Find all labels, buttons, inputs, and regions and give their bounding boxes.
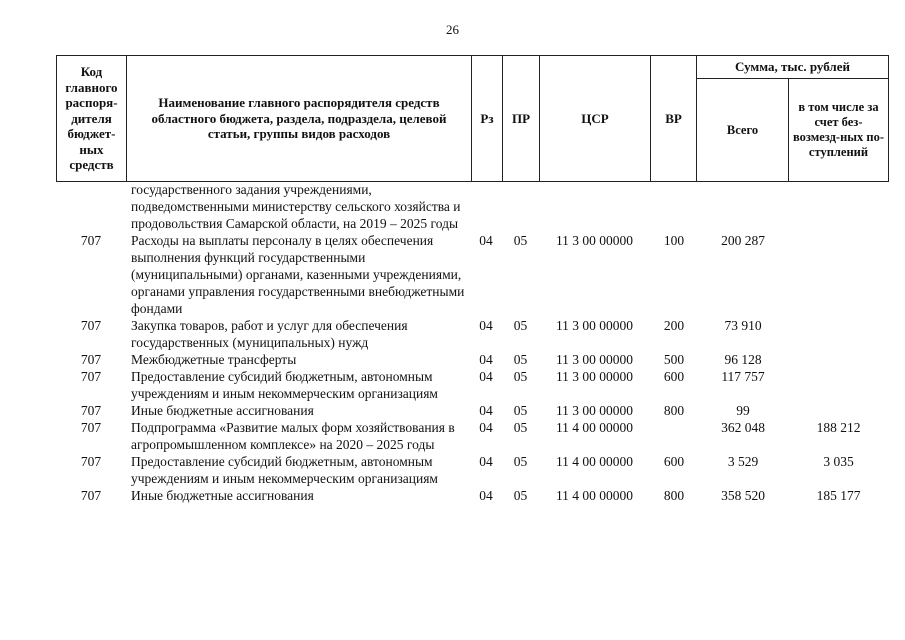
- page-number: 26: [446, 22, 459, 37]
- row-pr: 05: [513, 488, 528, 503]
- row-name: Закупка товаров, работ и услуг для обеспечения государственных (муниципальных) нужд: [131, 318, 408, 350]
- row-code: 707: [80, 454, 102, 469]
- header-pr: ПР: [503, 56, 540, 182]
- row-name: Предоставление субсидий бюджетным, автономным учреждениям и иным некоммерческим организациям: [131, 369, 438, 401]
- row-pr: 05: [513, 403, 528, 418]
- row-csr: 11 3 00 00000: [555, 233, 634, 248]
- row-csr: 11 4 00 00000: [555, 420, 634, 435]
- row-vr: 200: [663, 318, 685, 333]
- row-total: 200 287: [721, 233, 765, 248]
- table-row: [56, 419, 888, 453]
- row-rz: 04: [479, 454, 493, 469]
- table-row: [56, 351, 888, 368]
- row-csr: 11 3 00 00000: [555, 403, 634, 418]
- row-rz: 04: [479, 318, 493, 333]
- row-name: Подпрограмма «Развитие малых форм хозяйствования в агропромышленном комплексе» на 2020 – 2025 годы: [131, 420, 455, 452]
- row-rz: 04: [479, 420, 493, 435]
- row-name: Иные бюджетные ассигнования: [131, 403, 314, 418]
- header-free: в том числе за счет без-возмезд-ных по-ступлений: [789, 79, 889, 182]
- row-rz: 04: [479, 488, 493, 503]
- row-total: 99: [736, 403, 750, 418]
- row-rz: 04: [479, 233, 493, 248]
- row-vr: 100: [663, 233, 685, 248]
- row-code: 707: [80, 420, 102, 435]
- row-csr: 11 3 00 00000: [555, 318, 634, 333]
- row-code: 707: [80, 369, 102, 384]
- row-total: 73 910: [724, 318, 762, 333]
- row-vr: 500: [663, 352, 685, 367]
- row-name: Иные бюджетные ассигнования: [131, 488, 314, 503]
- row-code: 707: [80, 403, 102, 418]
- row-total: 96 128: [724, 352, 762, 367]
- row-csr: 11 4 00 00000: [555, 488, 634, 503]
- row-free: 188 212: [816, 420, 861, 435]
- table-row: [56, 317, 888, 351]
- header-name: Наименование главного распорядителя средств областного бюджета, раздела, подраздела, целевой статьи, группы видов расходов: [127, 56, 472, 182]
- row-name: Предоставление субсидий бюджетным, автономным учреждениям и иным некоммерческим организациям: [131, 454, 438, 486]
- row-name: государственного задания учреждениями, подведомственными министерству сельского хозяйства и продовольствия Самарской области, на 2019 – 2025 годы: [131, 182, 461, 231]
- row-name: Межбюджетные трансферты: [131, 352, 297, 367]
- table-body: [56, 181, 888, 504]
- header-code: Код главного распоря-дителя бюджет-ных средств: [57, 56, 127, 182]
- table-header: [56, 55, 889, 182]
- row-pr: 05: [513, 454, 528, 469]
- header-rz: Рз: [472, 56, 503, 182]
- row-vr: 600: [663, 454, 685, 469]
- row-vr: 800: [663, 403, 685, 418]
- header-sum: Сумма, тыс. рублей: [697, 56, 889, 79]
- row-rz: 04: [479, 352, 493, 367]
- table-row: [56, 402, 888, 419]
- row-pr: 05: [513, 420, 528, 435]
- table-row: [56, 487, 888, 504]
- header-csr: ЦСР: [540, 56, 651, 182]
- row-rz: 04: [479, 369, 493, 384]
- row-vr: 800: [663, 488, 685, 503]
- row-code: 707: [80, 352, 102, 367]
- row-total: 362 048: [721, 420, 765, 435]
- row-total: 3 529: [727, 454, 759, 469]
- row-pr: 05: [513, 318, 528, 333]
- row-total: 117 757: [721, 369, 765, 384]
- table-row: [56, 453, 888, 487]
- row-pr: 05: [513, 233, 528, 248]
- row-vr: 600: [663, 369, 685, 384]
- row-csr: 11 3 00 00000: [555, 369, 634, 384]
- row-rz: 04: [479, 403, 493, 418]
- row-total: 358 520: [721, 488, 765, 503]
- table-row: [56, 181, 888, 232]
- row-code: 707: [80, 488, 102, 503]
- row-pr: 05: [513, 369, 528, 384]
- row-name: Расходы на выплаты персоналу в целях обеспечения выполнения функций государственными (муниципальными) органами, казенными учреждениями, органами управления государственными внебюджетными фондами: [131, 233, 465, 316]
- header-vr: ВР: [651, 56, 697, 182]
- row-free: 185 177: [816, 488, 861, 503]
- table-row: [56, 232, 888, 317]
- row-csr: 11 3 00 00000: [555, 352, 634, 367]
- row-csr: 11 4 00 00000: [555, 454, 634, 469]
- row-code: 707: [80, 233, 102, 248]
- row-pr: 05: [513, 352, 528, 367]
- table-row: [56, 368, 888, 402]
- row-code: 707: [80, 318, 102, 333]
- row-free: 3 035: [823, 454, 854, 469]
- header-total: Всего: [697, 79, 789, 182]
